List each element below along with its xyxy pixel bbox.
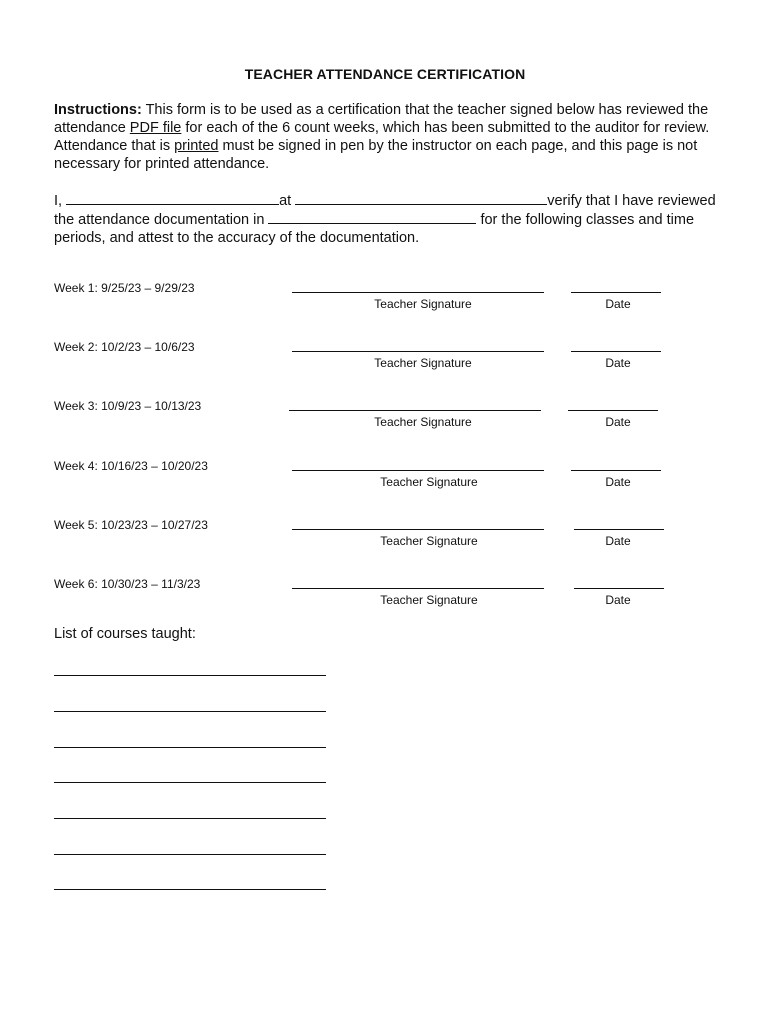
attest-text-4: for the following classes and time periods, and attest to the accuracy of the documentation. bbox=[54, 212, 695, 246]
course-entry-line[interactable] bbox=[54, 747, 326, 748]
course-entry-line[interactable] bbox=[54, 818, 326, 819]
week-row bbox=[0, 518, 770, 558]
attest-text-2: at bbox=[279, 193, 296, 209]
school-name-blank[interactable] bbox=[295, 191, 547, 205]
teacher-signature-line[interactable] bbox=[292, 588, 544, 589]
date-line[interactable] bbox=[574, 529, 664, 530]
date-line[interactable] bbox=[568, 410, 658, 411]
course-entry-line[interactable] bbox=[54, 889, 326, 890]
instructions-paragraph bbox=[54, 101, 722, 173]
week-row bbox=[0, 281, 770, 321]
date-line[interactable] bbox=[571, 351, 661, 352]
teacher-signature-caption: Teacher Signature bbox=[374, 415, 472, 429]
printed-link[interactable]: printed bbox=[174, 138, 219, 154]
week-row bbox=[0, 459, 770, 499]
courses-list-label: List of courses taught: bbox=[54, 626, 196, 642]
week-label: Week 5: 10/23/23 – 10/27/23 bbox=[54, 518, 208, 532]
course-entry-line[interactable] bbox=[54, 782, 326, 783]
week-row bbox=[0, 399, 770, 439]
instructions-label: Instructions: bbox=[54, 102, 142, 118]
week-label: Week 6: 10/30/23 – 11/3/23 bbox=[54, 577, 201, 591]
week-label: Week 2: 10/2/23 – 10/6/23 bbox=[54, 340, 195, 354]
date-line[interactable] bbox=[574, 588, 664, 589]
week-row bbox=[0, 577, 770, 617]
form-title: TEACHER ATTENDANCE CERTIFICATION bbox=[244, 66, 526, 82]
system-name-blank[interactable] bbox=[268, 210, 476, 224]
date-caption: Date bbox=[605, 297, 631, 311]
teacher-signature-line[interactable] bbox=[292, 470, 544, 471]
attest-text-1: I, bbox=[54, 193, 67, 209]
date-caption: Date bbox=[605, 475, 631, 489]
teacher-signature-line[interactable] bbox=[292, 529, 544, 530]
date-line[interactable] bbox=[571, 292, 661, 293]
date-caption: Date bbox=[605, 415, 631, 429]
teacher-signature-line[interactable] bbox=[289, 410, 541, 411]
date-caption: Date bbox=[605, 356, 631, 370]
date-caption: Date bbox=[605, 593, 631, 607]
pdf-file-link[interactable]: PDF file bbox=[129, 120, 182, 136]
instructions-text-1: This form is to be used as a certification that the teacher signed below has reviewed the attendance bbox=[54, 102, 709, 136]
week-row bbox=[0, 340, 770, 380]
attest-text-3: verify that I have reviewed the attendance documentation in bbox=[54, 193, 716, 228]
course-entry-line[interactable] bbox=[54, 854, 326, 855]
teacher-signature-caption: Teacher Signature bbox=[380, 534, 478, 548]
course-entry-line[interactable] bbox=[54, 711, 326, 712]
date-caption: Date bbox=[605, 534, 631, 548]
teacher-signature-line[interactable] bbox=[292, 292, 544, 293]
teacher-name-blank[interactable] bbox=[66, 191, 279, 205]
teacher-signature-caption: Teacher Signature bbox=[380, 593, 478, 607]
week-label: Week 4: 10/16/23 – 10/20/23 bbox=[54, 459, 208, 473]
course-entry-line[interactable] bbox=[54, 675, 326, 676]
date-line[interactable] bbox=[571, 470, 661, 471]
teacher-signature-caption: Teacher Signature bbox=[374, 356, 472, 370]
instructions-text-3: must be signed in pen by the instructor on each page, and this page is not necessary for printed attendance. bbox=[54, 138, 698, 172]
week-label: Week 1: 9/25/23 – 9/29/23 bbox=[54, 281, 195, 295]
teacher-signature-caption: Teacher Signature bbox=[374, 297, 472, 311]
week-label: Week 3: 10/9/23 – 10/13/23 bbox=[54, 399, 202, 413]
instructions-text-2: for each of the 6 count weeks, which has been submitted to the auditor for review. Attendance that is bbox=[54, 120, 710, 154]
teacher-signature-caption: Teacher Signature bbox=[380, 475, 478, 489]
teacher-signature-line[interactable] bbox=[292, 351, 544, 352]
attestation-paragraph bbox=[54, 191, 722, 247]
